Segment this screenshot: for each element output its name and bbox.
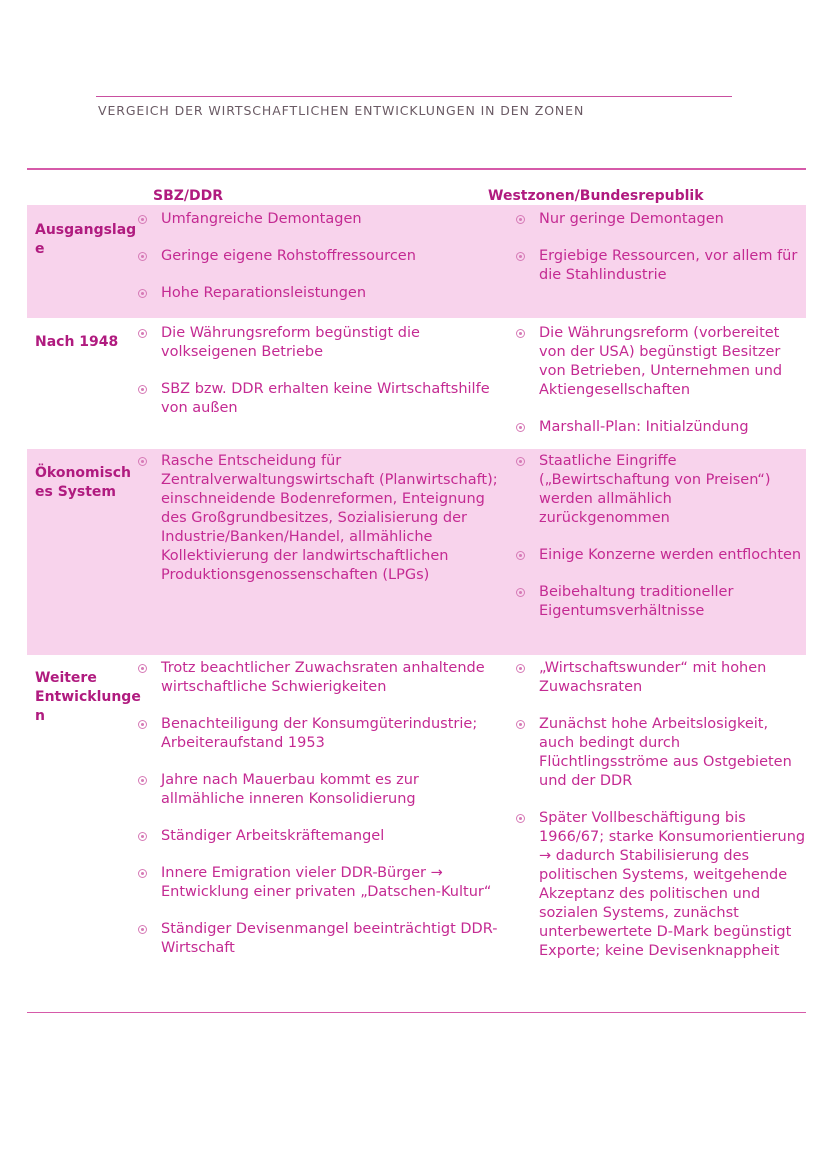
table-row-ausgangslage	[27, 205, 806, 318]
west-column	[505, 205, 806, 318]
flower-bullet-icon	[138, 664, 147, 673]
header-sbz-ddr: SBZ/DDR	[153, 188, 224, 204]
list-item: Marshall-Plan: Initialzündung	[505, 418, 806, 437]
west-column	[505, 318, 806, 449]
list-item: Staatliche Eingriffe („Bewirtschaftung von Preisen“) werden allmählich zurückgenommen	[505, 452, 806, 528]
row-label: Nach 1948	[35, 334, 119, 350]
row-label: Ökonomisch es System	[35, 465, 132, 500]
flower-bullet-icon	[516, 423, 525, 432]
west-column	[505, 655, 806, 1012]
flower-bullet-icon	[138, 457, 147, 466]
flower-bullet-icon	[138, 720, 147, 729]
row-label: Weitere Entwicklunge n	[35, 670, 141, 724]
ddr-column	[127, 449, 505, 655]
flower-bullet-icon	[138, 925, 147, 934]
flower-bullet-icon	[516, 664, 525, 673]
list-item: „Wirtschaftswunder“ mit hohen Zuwachsraten	[505, 659, 806, 697]
list-item: Ständiger Arbeitskräftemangel	[127, 827, 505, 846]
list-item: Ergiebige Ressourcen, vor allem für die Stahlindustrie	[505, 247, 806, 285]
flower-bullet-icon	[516, 457, 525, 466]
ddr-column	[127, 205, 505, 318]
list-item: SBZ bzw. DDR erhalten keine Wirtschaftshilfe von außen	[127, 380, 505, 418]
table-row-weitere-entwicklungen	[27, 655, 806, 1012]
header-westzonen: Westzonen/Bundesrepublik	[488, 188, 704, 204]
list-item: Trotz beachtlicher Zuwachsraten anhaltende wirtschaftliche Schwierigkeiten	[127, 659, 505, 697]
table-header	[27, 170, 806, 205]
flower-bullet-icon	[516, 329, 525, 338]
list-item: Benachteiligung der Konsumgüterindustrie; Arbeiteraufstand 1953	[127, 715, 505, 753]
list-item: Rasche Entscheidung für Zentralverwaltungswirtschaft (Planwirtschaft); einschneidende Bodenreformen, Enteignung des Großgrundbesitzes, Sozialisierung der Industrie/Banken/Handel, allmähliche Kollektivierung der landwirtschaftlichen Produktionsgenossenschaften (LPGs)	[127, 452, 505, 585]
flower-bullet-icon	[138, 289, 147, 298]
table-bottom-rule	[27, 1012, 806, 1013]
list-item: Später Vollbeschäftigung bis 1966/67; starke Konsumorientierung → dadurch Stabilisierung des politischen Systems, weitgehende Akzeptanz des politischen und sozialen Systems, zunächst unterbewertete D-Mark begünstigt Exporte; keine Devisenknappheit	[505, 809, 806, 961]
list-item: Umfangreiche Demontagen	[127, 210, 505, 229]
flower-bullet-icon	[138, 776, 147, 785]
comparison-table	[27, 168, 806, 1013]
row-label: Ausgangslag e	[35, 222, 137, 257]
list-item: Die Währungsreform (vorbereitet von der USA) begünstigt Besitzer von Betrieben, Unternehmen und Aktiengesellschaften	[505, 324, 806, 400]
list-item: Die Währungsreform begünstigt die volkseigenen Betriebe	[127, 324, 505, 362]
ddr-column	[127, 655, 505, 1012]
list-item: Ständiger Devisenmangel beeinträchtigt DDR-Wirtschaft	[127, 920, 505, 958]
flower-bullet-icon	[138, 832, 147, 841]
table-row-oekonomisches-system	[27, 449, 806, 655]
flower-bullet-icon	[138, 252, 147, 261]
flower-bullet-icon	[138, 329, 147, 338]
page-title: VERGEICH DER WIRTSCHAFTLICHEN ENTWICKLUNGEN IN DEN ZONEN	[98, 103, 585, 118]
flower-bullet-icon	[516, 720, 525, 729]
flower-bullet-icon	[516, 814, 525, 823]
flower-bullet-icon	[138, 385, 147, 394]
title-rule	[96, 96, 732, 97]
list-item: Hohe Reparationsleistungen	[127, 284, 505, 303]
list-item: Jahre nach Mauerbau kommt es zur allmähliche inneren Konsolidierung	[127, 771, 505, 809]
flower-bullet-icon	[516, 551, 525, 560]
list-item: Nur geringe Demontagen	[505, 210, 806, 229]
table-row-nach-1948	[27, 318, 806, 449]
ddr-column	[127, 318, 505, 449]
list-item: Beibehaltung traditioneller Eigentumsverhältnisse	[505, 583, 806, 621]
flower-bullet-icon	[516, 588, 525, 597]
list-item: Einige Konzerne werden entflochten	[505, 546, 806, 565]
flower-bullet-icon	[138, 869, 147, 878]
flower-bullet-icon	[516, 215, 525, 224]
list-item: Innere Emigration vieler DDR-Bürger → Entwicklung einer privaten „Datschen-Kultur“	[127, 864, 505, 902]
flower-bullet-icon	[138, 215, 147, 224]
list-item: Geringe eigene Rohstoffressourcen	[127, 247, 505, 266]
flower-bullet-icon	[516, 252, 525, 261]
west-column	[505, 449, 806, 655]
list-item: Zunächst hohe Arbeitslosigkeit, auch bedingt durch Flüchtlingsströme aus Ostgebieten und der DDR	[505, 715, 806, 791]
